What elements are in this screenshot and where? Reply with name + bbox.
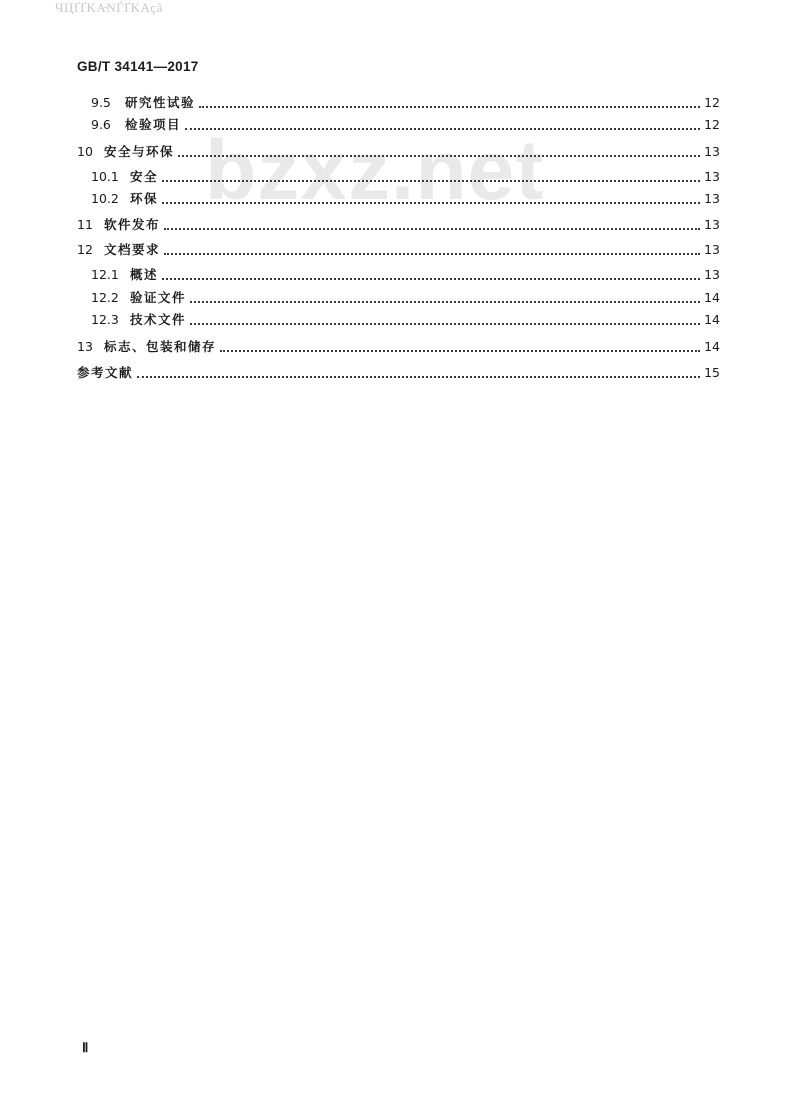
toc-entry-title: 技术文件: [130, 312, 187, 327]
toc-entry-number: 9.5: [91, 95, 111, 110]
toc-entry[interactable]: [77, 241, 720, 259]
toc-leader-dots: [178, 154, 700, 157]
toc-entry[interactable]: [91, 289, 720, 307]
toc-entry-title: 安全: [130, 169, 159, 184]
toc-entry-page: 13: [704, 242, 720, 257]
toc-entry[interactable]: [77, 338, 720, 356]
toc-entry-page: 13: [704, 191, 720, 206]
toc-entry-number: 11: [77, 217, 93, 232]
toc-leader-dots: [220, 349, 700, 352]
toc-entry-page: 14: [704, 339, 720, 354]
toc-entry-title: 软件发布: [104, 217, 161, 232]
toc-entry-page: 12: [704, 95, 720, 110]
toc-entry-number: 12.3: [91, 312, 119, 327]
toc-leader-dots: [190, 322, 700, 325]
toc-entry[interactable]: [91, 266, 720, 284]
watermark: bzxz.net: [205, 123, 545, 217]
toc-leader-dots: [185, 127, 700, 130]
toc-leader-dots: [164, 227, 700, 230]
toc-entry-page: 13: [704, 217, 720, 232]
toc-entry-title: 环保: [130, 191, 159, 206]
toc-entry-number: 10.1: [91, 169, 119, 184]
toc-entry-title: 标志、包装和储存: [104, 339, 217, 354]
toc-entry-title: 检验项目: [125, 117, 182, 132]
toc-entry-title: 文档要求: [104, 242, 161, 257]
page-number: Ⅱ: [82, 1040, 89, 1055]
toc-leader-dots: [162, 179, 700, 182]
toc-entry[interactable]: [77, 143, 720, 161]
toc-entry-number: 12.2: [91, 290, 119, 305]
toc-entry-title: 验证文件: [130, 290, 187, 305]
toc-entry[interactable]: [77, 216, 720, 234]
document-code: GB/T 34141—2017: [77, 59, 199, 74]
toc-entry-number: 10: [77, 144, 93, 159]
toc-entry-number: 12: [77, 242, 93, 257]
toc-leader-dots: [190, 300, 700, 303]
toc-entry[interactable]: [91, 116, 720, 134]
toc-entry[interactable]: [91, 190, 720, 208]
toc-entry[interactable]: [91, 94, 720, 112]
toc-entry[interactable]: [91, 168, 720, 186]
toc-entry-number: 10.2: [91, 191, 119, 206]
toc-entry[interactable]: [91, 311, 720, 329]
toc-leader-dots: [162, 201, 700, 204]
toc-leader-dots: [137, 375, 700, 378]
toc-entry-page: 13: [704, 144, 720, 159]
toc-leader-dots: [164, 252, 700, 255]
toc-entry-page: 13: [704, 169, 720, 184]
toc-entry-number: 13: [77, 339, 93, 354]
toc-entry[interactable]: [77, 364, 720, 382]
toc-entry-page: 14: [704, 312, 720, 327]
toc-entry-page: 13: [704, 267, 720, 282]
toc-entry-page: 15: [704, 365, 720, 380]
toc-leader-dots: [199, 105, 700, 108]
toc-entry-page: 12: [704, 117, 720, 132]
toc-leader-dots: [162, 277, 700, 280]
toc-entry-number: 12.1: [91, 267, 119, 282]
toc-entry-page: 14: [704, 290, 720, 305]
toc-entry-title: 参考文献: [77, 365, 134, 380]
toc-entry-title: 研究性试验: [125, 95, 196, 110]
header-scan-artifact: ЧЦҐҐKA̴NЃҐKAçã: [55, 0, 163, 15]
toc-entry-title: 概述: [130, 267, 159, 282]
toc-entry-title: 安全与环保: [104, 144, 175, 159]
toc-entry-number: 9.6: [91, 117, 111, 132]
